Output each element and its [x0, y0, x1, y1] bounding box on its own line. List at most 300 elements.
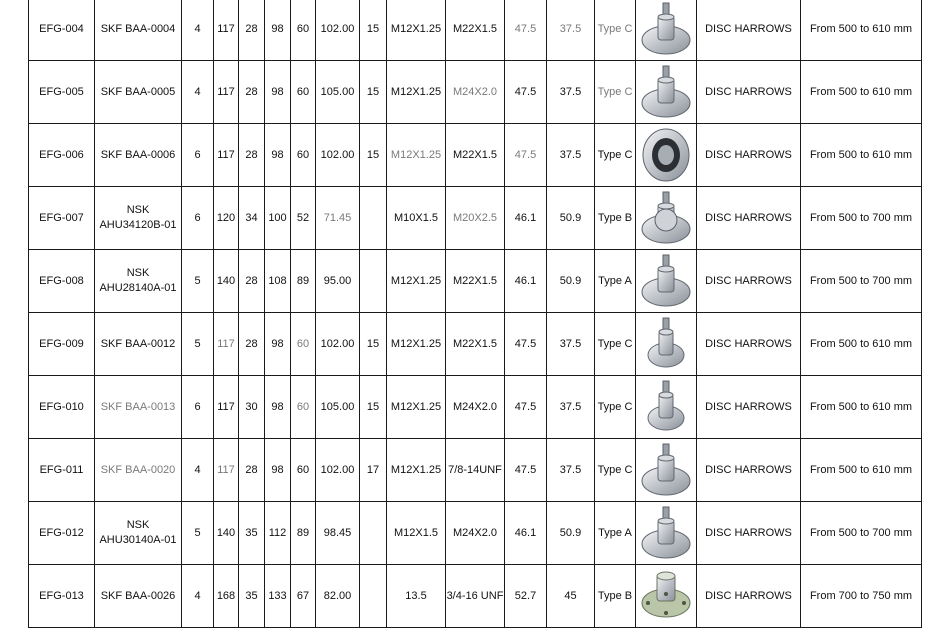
type-cell-text: Type C: [597, 22, 633, 35]
bearing-ref-cell: [95, 439, 182, 502]
spec-cell-8-text: 102.00: [320, 337, 355, 350]
spec-cell-8-text: 102.00: [320, 463, 355, 476]
application-cell-text: DISC HARROWS: [705, 463, 792, 476]
spec-cell-5: [239, 313, 265, 376]
thread-cell-2: [446, 376, 505, 439]
application-cell: [697, 502, 801, 565]
spec-cell-7: [291, 439, 316, 502]
spec-cell-13: [547, 124, 595, 187]
disc-range-cell-text: From 500 to 700 mm: [809, 211, 913, 224]
spec-cell-7-text: 89: [296, 274, 310, 287]
spec-cell-5: [239, 439, 265, 502]
application-cell-text: DISC HARROWS: [705, 211, 792, 224]
spec-cell-5-text: 35: [245, 526, 258, 539]
spec-cell-7: [291, 565, 316, 628]
spec-cell-12-text: 52.7: [514, 589, 537, 602]
code-cell: [29, 124, 95, 187]
thread-cell-2: [446, 61, 505, 124]
spec-cell-6: [265, 313, 291, 376]
thread-cell-2-text: M22X1.5: [452, 274, 498, 287]
spec-cell-6: [265, 250, 291, 313]
bearing-ref-cell-text: NSK: [126, 519, 150, 531]
type-cell: [595, 61, 636, 124]
bearing-ref-cell-text: NSK: [126, 267, 150, 279]
type-cell-text: Type C: [597, 337, 633, 350]
spec-cell-8-text: 98.45: [323, 526, 352, 539]
thread-cell-2-text: M22X1.5: [452, 148, 498, 161]
thread-cell: [387, 565, 446, 628]
spec-cell-6: [265, 61, 291, 124]
application-cell: [697, 0, 801, 61]
spec-cell-13-text: 50.9: [559, 526, 582, 539]
spec-cell-9: [360, 439, 387, 502]
thread-cell-2-text: M20X2.5: [452, 211, 498, 224]
spec-cell-7-text: 60: [296, 22, 310, 35]
spec-cell-8: [316, 124, 360, 187]
bearing-ref-cell-text: SKF BAA-0004: [100, 22, 176, 35]
bearing-ref-cell-text: SKF BAA-0013: [100, 400, 176, 413]
spec-cell-6: [265, 565, 291, 628]
spec-cell-12-text: 47.5: [514, 85, 537, 98]
spec-cell-4-text: 120: [216, 211, 236, 224]
spec-cell-5: [239, 0, 265, 61]
code-cell: [29, 187, 95, 250]
spec-cell-7-text: 60: [296, 400, 310, 413]
spec-cell-12: [505, 187, 547, 250]
bearing-ref-cell-text: SKF BAA-0020: [100, 463, 176, 476]
spec-cell-7-text: 60: [296, 85, 310, 98]
thread-cell-2-text: M22X1.5: [452, 337, 498, 350]
disc-range-cell: [801, 313, 922, 376]
spec-cell-6-text: 98: [271, 400, 284, 413]
spec-cell-13: [547, 502, 595, 565]
application-cell: [697, 61, 801, 124]
table-row: [29, 376, 922, 439]
spec-cell-9-text: 15: [366, 337, 380, 350]
bearing-ref-cell-text: SKF BAA-0006: [100, 148, 176, 161]
spec-cell-9: [360, 565, 387, 628]
thread-cell-text: M12X1.25: [390, 274, 442, 287]
spec-cell-6-text: 98: [271, 148, 284, 161]
spec-cell-3: [182, 376, 214, 439]
thread-cell-text: M10X1.5: [393, 211, 439, 224]
spec-cell-7: [291, 0, 316, 61]
application-cell-text: DISC HARROWS: [705, 400, 792, 413]
thread-cell-text: M12X1.25: [390, 148, 442, 161]
spec-cell-5: [239, 250, 265, 313]
type-cell: [595, 565, 636, 628]
thread-cell-text: M12X1.25: [390, 463, 442, 476]
thread-cell-2: [446, 0, 505, 61]
spec-cell-8-text: 71.45: [323, 211, 352, 224]
application-cell: [697, 565, 801, 628]
thread-cell-text: M12X1.25: [390, 337, 442, 350]
thread-cell-text: M12X1.25: [390, 85, 442, 98]
thread-cell: [387, 439, 446, 502]
thread-cell: [387, 124, 446, 187]
bearing-ref-cell: [95, 313, 182, 376]
spec-cell-9: [360, 313, 387, 376]
type-cell: [595, 439, 636, 502]
spec-cell-13-text: 37.5: [559, 22, 582, 35]
type-cell-text: Type A: [598, 274, 632, 287]
table-row: [29, 565, 922, 628]
spec-cell-5: [239, 124, 265, 187]
spec-cell-13-text: 45: [564, 589, 577, 602]
table-row: [29, 502, 922, 565]
spec-cell-3-text: 4: [194, 589, 201, 602]
spec-cell-3-text: 6: [194, 211, 201, 224]
code-cell-text: EFG-005: [39, 85, 84, 98]
spec-cell-6-text: 133: [268, 589, 287, 602]
spec-cell-4: [214, 502, 239, 565]
spec-cell-7: [291, 250, 316, 313]
table-row: [29, 0, 922, 61]
spec-cell-8-text: 105.00: [320, 400, 355, 413]
spec-cell-4-text: 117: [217, 22, 235, 35]
spec-cell-6-text: 112: [268, 526, 287, 539]
disc-range-cell-text: From 500 to 700 mm: [809, 274, 913, 287]
spec-cell-13: [547, 313, 595, 376]
bearing-ref-cell: [95, 250, 182, 313]
spec-cell-9: [360, 124, 387, 187]
type-cell: [595, 313, 636, 376]
spec-cell-4: [214, 439, 239, 502]
spec-cell-4: [214, 565, 239, 628]
spec-cell-4: [214, 0, 239, 61]
hub-type-a-photo: [640, 252, 692, 310]
thread-cell-2-text: M24X2.0: [452, 526, 498, 539]
code-cell-text: EFG-010: [39, 400, 84, 413]
spec-cell-8: [316, 565, 360, 628]
spec-cell-7-text: 89: [296, 526, 310, 539]
thread-cell-2: [446, 313, 505, 376]
code-cell: [29, 502, 95, 565]
type-cell: [595, 0, 636, 61]
code-cell-text: EFG-012: [39, 526, 84, 539]
spec-cell-4: [214, 250, 239, 313]
spec-cell-6: [265, 124, 291, 187]
table-row: [29, 250, 922, 313]
hub-image-cell: [636, 313, 697, 376]
spec-cell-7: [291, 502, 316, 565]
application-cell-text: DISC HARROWS: [705, 526, 792, 539]
code-cell: [29, 565, 95, 628]
spec-cell-12: [505, 565, 547, 628]
application-cell: [697, 250, 801, 313]
spec-cell-9-text: 17: [366, 463, 380, 476]
disc-range-cell-text: From 500 to 610 mm: [809, 463, 913, 476]
table-row: [29, 439, 922, 502]
spec-cell-4-text: 117: [217, 85, 235, 98]
disc-range-cell: [801, 187, 922, 250]
hub-type-c-photo: [640, 0, 692, 58]
spec-cell-8: [316, 502, 360, 565]
bearing-ref-cell-text: AHU30140A-01: [99, 534, 177, 546]
thread-cell-2: [446, 187, 505, 250]
spec-cell-6: [265, 0, 291, 61]
spec-cell-5-text: 28: [245, 148, 258, 161]
disc-range-cell-text: From 700 to 750 mm: [809, 589, 913, 602]
disc-range-cell: [801, 376, 922, 439]
spec-cell-7: [291, 313, 316, 376]
spec-cell-4-text: 117: [217, 463, 235, 476]
spec-cell-13: [547, 376, 595, 439]
code-cell-text: EFG-009: [39, 337, 84, 350]
code-cell: [29, 250, 95, 313]
spec-cell-13-text: 37.5: [559, 400, 582, 413]
hub-type-c-photo: [640, 441, 692, 499]
table-row: [29, 61, 922, 124]
spec-cell-13: [547, 439, 595, 502]
bearing-ref-cell-text: SKF BAA-0026: [100, 589, 176, 602]
spec-cell-7: [291, 376, 316, 439]
spec-cell-3: [182, 124, 214, 187]
thread-cell-text: M12X1.25: [390, 400, 442, 413]
disc-range-cell: [801, 565, 922, 628]
spec-cell-8: [316, 376, 360, 439]
spec-cell-9: [360, 61, 387, 124]
spec-cell-7-text: 60: [296, 463, 310, 476]
spec-cell-3: [182, 439, 214, 502]
application-cell-text: DISC HARROWS: [705, 85, 792, 98]
type-cell: [595, 124, 636, 187]
type-cell-text: Type B: [597, 211, 633, 224]
spec-cell-5: [239, 376, 265, 439]
spec-cell-13-text: 37.5: [559, 85, 582, 98]
spec-cell-8-text: 102.00: [320, 22, 355, 35]
spec-cell-12: [505, 502, 547, 565]
type-cell-text: Type C: [597, 85, 633, 98]
spec-cell-8: [316, 313, 360, 376]
spec-cell-3-text: 4: [194, 463, 201, 476]
spec-cell-8: [316, 439, 360, 502]
code-cell-text: EFG-007: [39, 211, 84, 224]
spec-cell-12-text: 47.5: [514, 22, 537, 35]
spec-cell-12-text: 46.1: [514, 211, 537, 224]
hub-image-cell: [636, 376, 697, 439]
spec-cell-13: [547, 187, 595, 250]
thread-cell-2-text: 3/4-16 UNF: [446, 589, 504, 602]
spec-cell-12-text: 47.5: [514, 148, 537, 161]
spec-cell-6-text: 98: [271, 337, 284, 350]
spec-cell-5-text: 30: [245, 400, 258, 413]
spec-cell-7: [291, 61, 316, 124]
spec-cell-13: [547, 250, 595, 313]
thread-cell: [387, 502, 446, 565]
spec-cell-4-text: 168: [216, 589, 236, 602]
spec-cell-9: [360, 376, 387, 439]
hub-image-cell: [636, 124, 697, 187]
spec-cell-12: [505, 124, 547, 187]
spec-cell-8-text: 95.00: [323, 274, 352, 287]
disc-range-cell-text: From 500 to 610 mm: [809, 337, 913, 350]
thread-cell-text: M12X1.5: [393, 526, 439, 539]
spec-cell-9-text: 15: [366, 148, 380, 161]
bearing-ref-cell-text: AHU34120B-01: [99, 219, 177, 231]
spec-cell-3: [182, 0, 214, 61]
application-cell-text: DISC HARROWS: [705, 22, 792, 35]
spec-cell-5: [239, 565, 265, 628]
disc-range-cell: [801, 124, 922, 187]
thread-cell: [387, 250, 446, 313]
thread-cell-2: [446, 439, 505, 502]
application-cell: [697, 124, 801, 187]
hub-image-cell: [636, 0, 697, 61]
disc-range-cell: [801, 0, 922, 61]
spec-cell-7-text: 52: [296, 211, 310, 224]
spec-cell-13: [547, 61, 595, 124]
spec-cell-7: [291, 187, 316, 250]
code-cell: [29, 0, 95, 61]
spec-cell-13-text: 50.9: [559, 211, 582, 224]
hub-image-cell: [636, 250, 697, 313]
type-cell: [595, 376, 636, 439]
spec-cell-13: [547, 0, 595, 61]
spec-cell-12-text: 47.5: [514, 400, 537, 413]
spec-cell-6: [265, 376, 291, 439]
spec-cell-6: [265, 502, 291, 565]
bearing-ref-cell-text: AHU28140A-01: [99, 282, 177, 294]
spec-cell-3: [182, 502, 214, 565]
spec-cell-13-text: 37.5: [559, 337, 582, 350]
hub-image-cell: [636, 187, 697, 250]
bearing-ref-cell: [95, 502, 182, 565]
hub-wide-flange-photo: [640, 567, 692, 625]
spec-cell-7: [291, 124, 316, 187]
bearing-ref-cell-text: SKF BAA-0005: [100, 85, 176, 98]
type-cell-text: Type C: [597, 400, 633, 413]
hub-image-cell: [636, 502, 697, 565]
disc-range-cell-text: From 500 to 610 mm: [809, 400, 913, 413]
spec-cell-9-text: 15: [366, 22, 380, 35]
hub-flange-back-photo: [640, 126, 692, 184]
spec-cell-6-text: 98: [271, 85, 284, 98]
type-cell: [595, 250, 636, 313]
thread-cell: [387, 187, 446, 250]
disc-range-cell-text: From 500 to 610 mm: [809, 85, 913, 98]
spec-cell-6-text: 108: [268, 274, 287, 287]
spec-cell-8: [316, 0, 360, 61]
spec-cell-4: [214, 124, 239, 187]
disc-range-cell: [801, 61, 922, 124]
hub-type-c-small-photo: [640, 378, 692, 436]
application-cell: [697, 439, 801, 502]
spec-cell-5: [239, 187, 265, 250]
spec-cell-7-text: 60: [296, 337, 310, 350]
spec-cell-4: [214, 313, 239, 376]
code-cell: [29, 439, 95, 502]
disc-range-cell: [801, 502, 922, 565]
code-cell-text: EFG-008: [39, 274, 84, 287]
spec-cell-5-text: 28: [245, 337, 258, 350]
disc-range-cell-text: From 500 to 610 mm: [809, 22, 913, 35]
spec-cell-9: [360, 250, 387, 313]
spec-cell-4-text: 117: [217, 337, 235, 350]
thread-cell: [387, 376, 446, 439]
spec-cell-9-text: 15: [366, 400, 380, 413]
hub-image-cell: [636, 439, 697, 502]
spec-cell-6: [265, 439, 291, 502]
thread-cell-2: [446, 250, 505, 313]
spec-cell-6-text: 98: [271, 22, 284, 35]
type-cell-text: Type C: [597, 148, 633, 161]
application-cell: [697, 187, 801, 250]
spec-cell-3-text: 4: [194, 85, 201, 98]
application-cell-text: DISC HARROWS: [705, 589, 792, 602]
spec-cell-3-text: 5: [194, 526, 201, 539]
spec-cell-9: [360, 0, 387, 61]
spec-cell-3-text: 5: [194, 337, 201, 350]
spec-cell-7-text: 67: [296, 589, 310, 602]
spec-cell-5-text: 28: [245, 463, 258, 476]
application-cell-text: DISC HARROWS: [705, 274, 792, 287]
thread-cell: [387, 61, 446, 124]
spec-cell-3-text: 5: [194, 274, 201, 287]
spec-cell-12: [505, 313, 547, 376]
spec-cell-6-text: 98: [271, 463, 284, 476]
bearing-ref-cell: [95, 565, 182, 628]
spec-cell-4-text: 140: [216, 274, 236, 287]
thread-cell-2: [446, 502, 505, 565]
spec-cell-8-text: 102.00: [320, 148, 355, 161]
spec-cell-4: [214, 187, 239, 250]
spec-cell-9-text: 15: [366, 85, 380, 98]
spec-cell-13: [547, 565, 595, 628]
spec-cell-13-text: 37.5: [559, 148, 582, 161]
spec-cell-12: [505, 250, 547, 313]
thread-cell-2: [446, 565, 505, 628]
spec-cell-12: [505, 376, 547, 439]
hub-type-c-small-photo: [640, 315, 692, 373]
code-cell-text: EFG-004: [39, 22, 84, 35]
type-cell: [595, 502, 636, 565]
thread-cell-text: M12X1.25: [390, 22, 442, 35]
hub-image-cell: [636, 565, 697, 628]
bearing-ref-cell: [95, 124, 182, 187]
type-cell-text: Type C: [597, 463, 633, 476]
spec-cell-12-text: 46.1: [514, 526, 537, 539]
thread-cell: [387, 313, 446, 376]
spec-cell-4-text: 117: [217, 148, 235, 161]
spec-cell-3-text: 4: [194, 22, 201, 35]
spec-cell-5-text: 28: [245, 22, 258, 35]
code-cell-text: EFG-011: [39, 463, 84, 476]
application-cell: [697, 376, 801, 439]
spec-cell-6-text: 100: [268, 211, 287, 224]
spec-cell-12-text: 47.5: [514, 463, 537, 476]
thread-cell-2-text: M22X1.5: [452, 22, 498, 35]
spec-cell-5: [239, 502, 265, 565]
spec-cell-3: [182, 187, 214, 250]
spec-cell-3: [182, 565, 214, 628]
spec-cell-4-text: 140: [216, 526, 236, 539]
disc-range-cell: [801, 439, 922, 502]
spec-cell-5-text: 28: [245, 274, 258, 287]
thread-cell-text: 13.5: [405, 589, 427, 602]
disc-range-cell: [801, 250, 922, 313]
spec-cell-6: [265, 187, 291, 250]
thread-cell-2: [446, 124, 505, 187]
bearing-ref-cell: [95, 376, 182, 439]
hub-spec-table: [28, 0, 922, 628]
code-cell: [29, 61, 95, 124]
code-cell: [29, 313, 95, 376]
code-cell-text: EFG-013: [39, 589, 84, 602]
hub-type-c-photo: [640, 63, 692, 121]
spec-cell-8: [316, 187, 360, 250]
spec-cell-9: [360, 502, 387, 565]
